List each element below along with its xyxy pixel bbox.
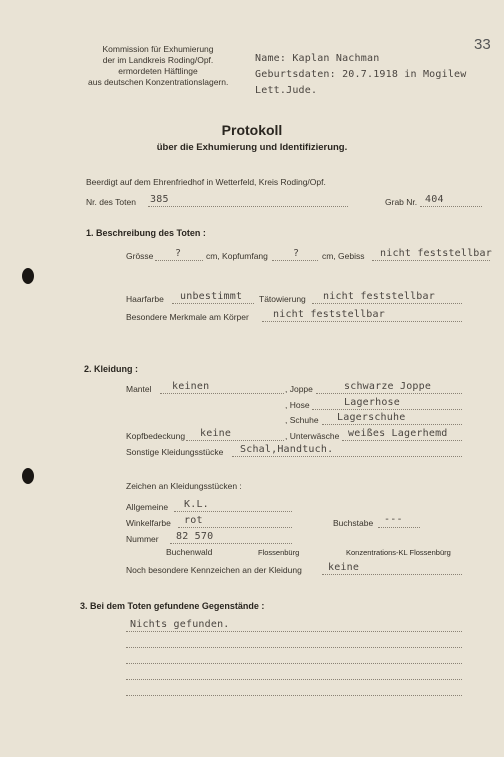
- hose-label: , Hose: [285, 400, 310, 410]
- zeichen-label: Zeichen an Kleidungsstücken :: [126, 481, 242, 491]
- kopfbedeckung-line: [186, 440, 284, 441]
- camp-flossenbuerg-stamp: Flossenbürg: [258, 548, 300, 557]
- burial-line: Beerdigt auf dem Ehrenfriedhof in Wetterfeld, Kreis Roding/Opf.: [86, 177, 326, 187]
- joppe-line: [316, 393, 462, 394]
- winkelfarbe-label: Winkelfarbe: [126, 518, 171, 528]
- camp-stamp-second: Konzentrations-KL Flossenbürg: [346, 548, 451, 557]
- header-line-1: Kommission für Exhumierung: [102, 44, 214, 54]
- gegenstaende-line-4: [126, 679, 462, 680]
- taetowierung-value: nicht feststellbar: [323, 291, 435, 302]
- schuhe-label: , Schuhe: [285, 415, 319, 425]
- winkelfarbe-line: [178, 527, 292, 528]
- buchstabe-value: ---: [384, 514, 403, 525]
- gegenstaende-line-1: [126, 631, 462, 632]
- mantel-line: [160, 393, 284, 394]
- grab-nr-line: [420, 206, 482, 207]
- merkmale-value: nicht feststellbar: [273, 309, 385, 320]
- taetowierung-line: [312, 303, 462, 304]
- buchstabe-label: Buchstabe: [333, 518, 374, 528]
- groesse-label: Grösse: [126, 251, 154, 261]
- gegenstaende-line-3: [126, 663, 462, 664]
- gegenstaende-value: Nichts gefunden.: [130, 619, 230, 630]
- winkelfarbe-value: rot: [184, 515, 203, 526]
- unterwaesche-line: [342, 440, 462, 441]
- grab-nr-label: Grab Nr.: [385, 197, 418, 207]
- unterwaesche-label: , Unterwäsche: [285, 431, 340, 441]
- kopfbedeckung-value: keine: [200, 428, 232, 439]
- section-1-title: 1. Beschreibung des Toten :: [86, 228, 206, 238]
- person-origin: Lett.Jude.: [255, 85, 318, 96]
- haarfarbe-line: [172, 303, 254, 304]
- hose-line: [312, 409, 462, 410]
- toten-nr-line: [148, 206, 348, 207]
- gebiss-line: [372, 260, 490, 261]
- camp-flossenbuerg-stamp-2: Flossenbürg: [409, 548, 451, 557]
- gebiss-label: cm, Gebiss: [322, 251, 365, 261]
- section-2-title: 2. Kleidung :: [84, 364, 138, 374]
- kennzeichen-label: Noch besondere Kennzeichen an der Kleidung: [126, 565, 302, 575]
- groesse-line: [155, 260, 203, 261]
- mantel-label: Mantel: [126, 384, 152, 394]
- kennzeichen-line: [322, 574, 462, 575]
- allgemeine-line: [174, 511, 292, 512]
- nummer-value: 82 570: [176, 531, 214, 542]
- merkmale-label: Besondere Merkmale am Körper: [126, 312, 249, 322]
- schuhe-value: Lagerschuhe: [337, 412, 406, 423]
- toten-nr-value: 385: [150, 194, 169, 205]
- punch-hole-top: [22, 268, 34, 284]
- nummer-label: Nummer: [126, 534, 159, 544]
- schuhe-line: [322, 424, 462, 425]
- hose-value: Lagerhose: [344, 397, 400, 408]
- kopfumfang-label: cm, Kopfumfang: [206, 251, 268, 261]
- kopfumfang-value: ?: [293, 248, 300, 259]
- person-birth-data: Geburtsdaten: 20.7.1918 in Mogilew: [255, 69, 467, 80]
- page-title: Protokoll: [221, 122, 283, 138]
- sonstige-line: [232, 456, 462, 457]
- commission-header: [88, 44, 228, 88]
- sonstige-value: Schal,Handtuch.: [240, 444, 334, 455]
- grab-nr-value: 404: [425, 194, 444, 205]
- page-number: 33: [474, 36, 491, 53]
- unterwaesche-value: weißes Lagerhemd: [348, 428, 448, 439]
- kopfbedeckung-label: Kopfbedeckung: [126, 431, 186, 441]
- groesse-value: ?: [175, 248, 182, 259]
- sonstige-label: Sonstige Kleidungsstücke: [126, 447, 224, 457]
- kennzeichen-value: keine: [328, 562, 360, 573]
- haarfarbe-value: unbestimmt: [180, 291, 243, 302]
- allgemeine-value: K.L.: [184, 499, 209, 510]
- header-line-4: aus deutschen Konzentrationslagern.: [88, 77, 229, 87]
- camp-buchenwald: Buchenwald: [166, 547, 213, 557]
- punch-hole-bottom: [22, 468, 34, 484]
- gegenstaende-line-5: [126, 695, 462, 696]
- allgemeine-label: Allgemeine: [126, 502, 169, 512]
- gegenstaende-line-2: [126, 647, 462, 648]
- merkmale-line: [262, 321, 462, 322]
- header-line-2: der im Landkreis Roding/Opf.: [102, 55, 214, 65]
- joppe-label: , Joppe: [285, 384, 313, 394]
- nummer-line: [170, 543, 292, 544]
- page-subtitle: über die Exhumierung und Identifizierung.: [156, 142, 348, 153]
- mantel-value: keinen: [172, 381, 210, 392]
- gebiss-value: nicht feststellbar: [380, 248, 492, 259]
- kopfumfang-line: [272, 260, 318, 261]
- header-line-3: ermordeten Häftlinge: [118, 66, 198, 76]
- joppe-value: schwarze Joppe: [344, 381, 432, 392]
- person-name: Name: Kaplan Nachman: [255, 53, 380, 64]
- section-3-title: 3. Bei dem Toten gefundene Gegenstände :: [80, 601, 265, 611]
- buchstabe-line: [378, 527, 420, 528]
- taetowierung-label: Tätowierung: [259, 294, 306, 304]
- haarfarbe-label: Haarfarbe: [126, 294, 164, 304]
- toten-nr-label: Nr. des Toten: [86, 197, 136, 207]
